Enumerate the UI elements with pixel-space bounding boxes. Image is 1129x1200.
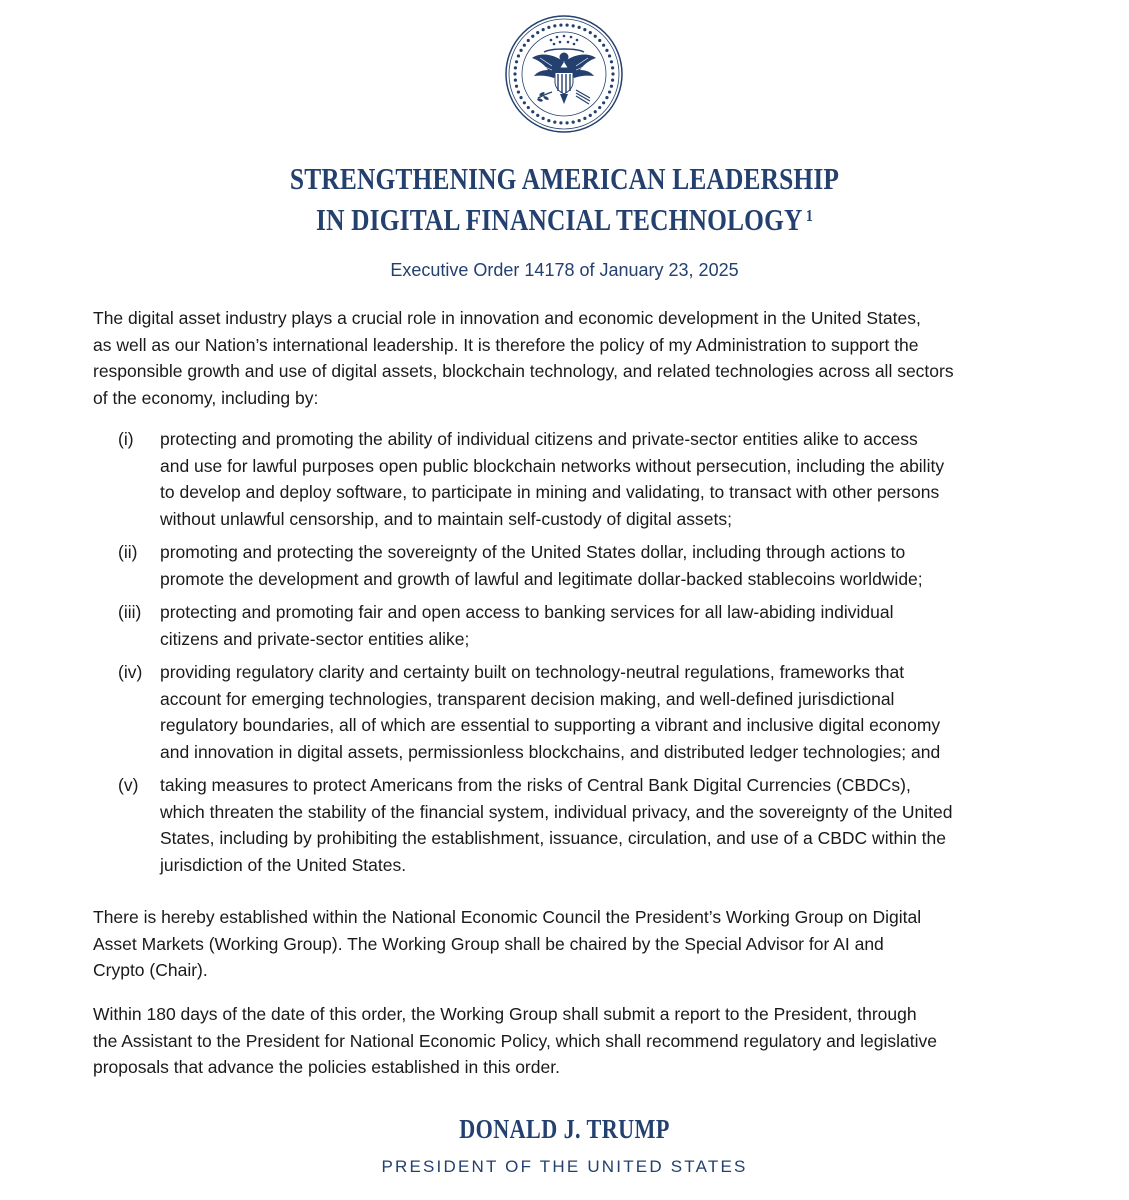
paragraph-line: Crypto (Chair). xyxy=(93,960,208,980)
seal-star xyxy=(578,119,581,122)
seal-star xyxy=(589,31,592,34)
footnote-marker: 1 xyxy=(805,206,813,225)
seal-star xyxy=(531,35,534,38)
seal-star xyxy=(519,96,522,99)
seal-star xyxy=(559,121,562,124)
list-item-line: taking measures to protect Americans from the risks of Central Bank Digital Currencies (CBDCs), xyxy=(160,775,911,795)
seal-star xyxy=(611,66,614,69)
list-item-text xyxy=(160,539,1053,592)
list-item-line: jurisdiction of the United States. xyxy=(160,854,407,875)
list-item-line: account for emerging technologies, transparent decision making, and well-defined jurisdictional xyxy=(160,688,895,709)
list-item-line: and innovation in digital assets, permissionless blockchains, and distributed ledger technologies; and xyxy=(160,741,941,762)
list-item-line: and use for lawful purposes open public blockchain networks without persecution, including the ability xyxy=(160,455,945,476)
intro-line: of the economy, including by: xyxy=(93,387,319,408)
seal-star xyxy=(553,121,556,124)
seal-star xyxy=(602,101,605,104)
paragraph-line: Within 180 days of the date of this order, the Working Group shall submit a report to the President, through xyxy=(93,1004,917,1024)
seal-star xyxy=(598,106,601,109)
list-item xyxy=(93,599,1053,652)
list-item-line: citizens and private-sector entities alike; xyxy=(160,628,470,649)
list-item-line: to develop and deploy software, to participate in mining and validating, to transact with other persons xyxy=(160,482,940,502)
seal-star xyxy=(605,96,608,99)
intro-paragraph xyxy=(93,305,1053,411)
seal-star xyxy=(611,79,614,82)
seal-star xyxy=(611,72,614,75)
intro-line: The digital asset industry plays a crucial role in innovation and economic development in the United States, xyxy=(93,308,921,328)
list-item-line: promote the development and growth of lawful and legitimate dollar-backed stablecoins worldwide; xyxy=(160,568,923,589)
paragraph-line: proposals that advance the policies established in this order. xyxy=(93,1057,560,1077)
list-item-line: States, including by prohibiting the establishment, issuance, circulation, and use of a CBDC within the xyxy=(160,828,946,848)
seal-star xyxy=(523,44,526,47)
seal-star xyxy=(531,110,534,113)
paragraph-line: Asset Markets (Working Group). The Working Group shall be chaired by the Special Advisor for AI and xyxy=(93,933,884,954)
seal-star xyxy=(565,121,568,124)
list-item xyxy=(93,659,1053,765)
seal-star xyxy=(515,85,518,88)
seal-star xyxy=(523,101,526,104)
seal-star xyxy=(536,114,539,117)
seal-star xyxy=(559,24,562,27)
seal-star xyxy=(583,28,586,31)
list-item-number: (iii) xyxy=(118,602,142,622)
seal-star xyxy=(565,24,568,27)
order-title-line-2-text: IN DIGITAL FINANCIAL TECHNOLOGY xyxy=(316,202,803,237)
seal-star xyxy=(602,44,605,47)
seal-star xyxy=(527,106,530,109)
list-item-line: which threaten the stability of the financial system, individual privacy, and the sovereignty of the United xyxy=(160,801,953,822)
list-item-line: protecting and promoting the ability of individual citizens and private-sector entities alike to access xyxy=(160,429,918,449)
seal-star xyxy=(578,26,581,29)
list-item xyxy=(93,426,1053,532)
seal-star xyxy=(536,31,539,34)
seal-star xyxy=(517,90,520,93)
seal-star xyxy=(513,72,516,75)
seal-star xyxy=(610,85,613,88)
list-item-line: promoting and protecting the sovereignty of the United States dollar, including through actions to xyxy=(160,542,906,562)
policy-list xyxy=(93,426,1053,885)
order-subtitle: Executive Order 14178 of January 23, 2025 xyxy=(390,260,739,280)
seal-star xyxy=(517,54,520,57)
intro-line: responsible growth and use of digital assets, blockchain technology, and related technologies across all sectors xyxy=(93,361,954,381)
paragraph-line: There is hereby established within the National Economic Council the President’s Working Group on Digital xyxy=(93,907,922,927)
seal-star xyxy=(515,60,518,63)
seal-star xyxy=(542,117,545,120)
seal-star xyxy=(598,39,601,42)
list-item xyxy=(93,539,1053,592)
list-item-text xyxy=(160,426,1053,532)
list-item xyxy=(93,772,1053,878)
presidential-seal-icon xyxy=(504,14,624,134)
seal-star xyxy=(610,60,613,63)
list-item-number: (v) xyxy=(118,775,139,795)
seal-star xyxy=(608,90,611,93)
list-item-text xyxy=(160,599,1053,652)
working-group-paragraph xyxy=(93,904,1053,984)
seal-star xyxy=(594,35,597,38)
seal-star xyxy=(594,110,597,113)
seal-star xyxy=(542,28,545,31)
seal-star xyxy=(553,24,556,27)
intro-line: as well as our Nation’s international leadership. It is therefore the policy of my Administration to support the xyxy=(93,334,919,355)
seal-star xyxy=(527,39,530,42)
order-title-line-1: STRENGTHENING AMERICAN LEADERSHIP xyxy=(289,161,840,196)
list-item-line: without unlawful censorship, and to maintain self-custody of digital assets; xyxy=(160,508,732,529)
signature-title: PRESIDENT OF THE UNITED STATES xyxy=(381,1157,748,1176)
list-item-line: regulatory boundaries, all of which are essential to supporting a vibrant and inclusive digital economy xyxy=(160,715,941,735)
seal-star xyxy=(519,49,522,52)
seal-star xyxy=(572,121,575,124)
seal-star xyxy=(547,119,550,122)
list-item-line: protecting and promoting fair and open access to banking services for all law-abiding individual xyxy=(160,602,894,622)
seal-star xyxy=(514,66,517,69)
list-item-line: providing regulatory clarity and certainty built on technology-neutral regulations, frameworks that xyxy=(160,662,905,682)
list-item-number: (i) xyxy=(118,429,134,449)
report-paragraph xyxy=(93,1001,1053,1081)
order-title-line-2 xyxy=(102,201,1028,239)
seal-star xyxy=(547,26,550,29)
paragraph-line: the Assistant to the President for National Economic Policy, which shall recommend regulatory and legislative xyxy=(93,1030,937,1051)
seal-star xyxy=(572,24,575,27)
seal-star xyxy=(608,54,611,57)
list-item-text xyxy=(160,659,1053,765)
list-item-number: (iv) xyxy=(118,662,143,682)
list-item-text xyxy=(160,772,1053,878)
signature-name: DONALD J. TRUMP xyxy=(459,1114,670,1144)
list-item-number: (ii) xyxy=(118,542,138,562)
seal-star xyxy=(583,117,586,120)
seal-star xyxy=(589,114,592,117)
seal-star xyxy=(605,49,608,52)
seal-star xyxy=(514,79,517,82)
